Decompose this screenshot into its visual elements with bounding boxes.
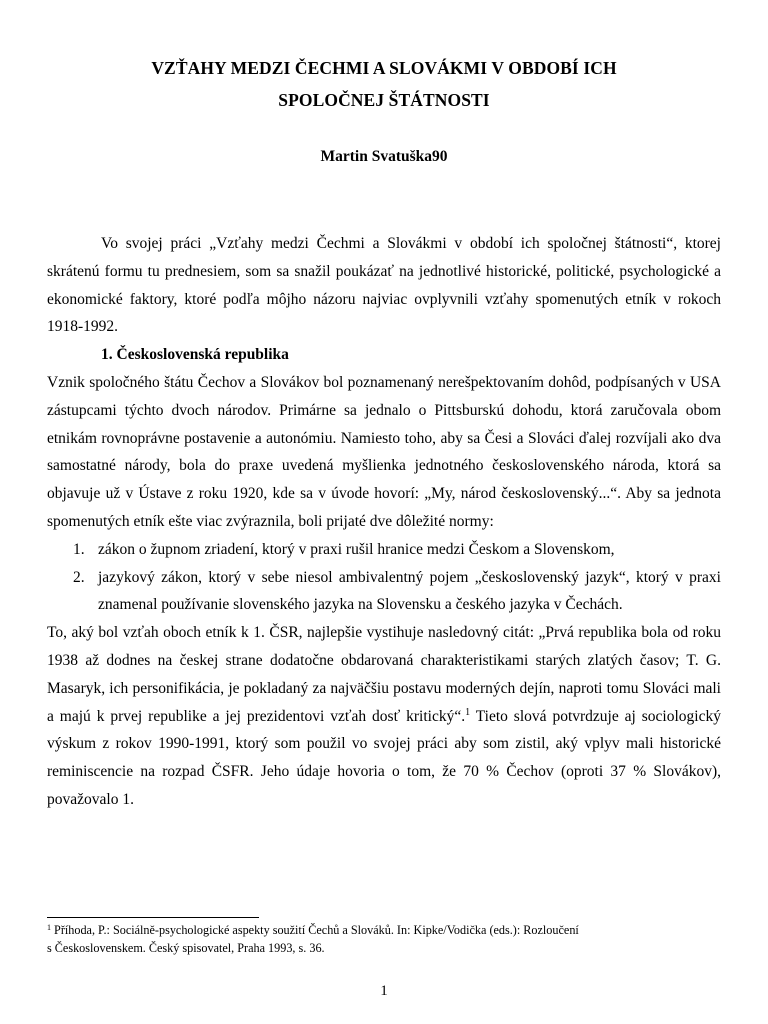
document-title-line-2: SPOLOČNEJ ŠTÁTNOSTI [278, 90, 490, 110]
document-body [47, 230, 721, 814]
list-item [47, 536, 721, 564]
author-name: Martin Svatuška90 [320, 148, 448, 165]
paragraph-text-part-2: Tieto slová potvrdzuje aj sociologický výskum z rokov 1990-1991, ktorý som použil vo svojej práci aby som zistil, aký vplyv mali historické reminiscencie na rozpad ČSFR. Jeho údaje hovoria o tom, že 70 % Čechov (oproti 37 % Slovákov), považovalo 1. [47, 707, 721, 808]
paragraph-text-part-1: To, aký bol vzťah oboch etník k 1. ČSR, najlepšie vystihuje nasledovný citát: „Prvá republika bola od roku 1938 až dodnes na českej strane dodatočne obdarovaná charakteristikami starých zlatých časov; T. G. Masaryk, ich personifikácia, je pokladaný za najväčšiu postavu moderných dejín, naproti tomu Slováci mali a majú k prvej republike a jej prezidentovi vzťah dosť kritický“. [47, 624, 721, 725]
section-paragraph-2 [47, 619, 721, 814]
list-item-text: zákon o župnom zriadení, ktorý v praxi rušil hranice medzi Českom a Slovenskom, [98, 540, 615, 558]
section-paragraph-1: Vznik spoločného štátu Čechov a Slovákov bol poznamenaný nerešpektovaním dohôd, podpísaných v USA zástupcami týchto dvoch národov. Primárne sa jednalo o Pittsburskú dohodu, ktorá zaručovala obom etnikám rovnoprávne postavenie a autonómiu. Namiesto toho, aby sa Česi a Slováci ďalej rozvíjali ako dva samostatné národy, bola do praxe uvedená myšlienka jednotného československého národa, ktorá sa objavuje už v Ústave z roku 1920, kde sa v úvode hovorí: „My, národ československý...“. Aby sa jednota spomenutých etník ešte viac zvýraznila, boli prijaté dve dôležité normy: [47, 373, 721, 530]
footnote-separator [47, 917, 259, 918]
footnote-line-1 [47, 922, 721, 940]
document-title-line-1: VZŤAHY MEDZI ČECHMI A SLOVÁKMI V OBDOBÍ ICH [151, 58, 617, 78]
list-item-text: jazykový zákon, ktorý v sebe niesol ambivalentný pojem „československý jazyk“, ktorý v praxi znamenal používanie slovenského jazyka na Slovensku a českého jazyka v Čechách. [98, 568, 721, 614]
footnote-text-2: s Československem. Český spisovatel, Praha 1993, s. 36. [47, 940, 325, 955]
footnote-text-1: Příhoda, P.: Sociálně-psychologické aspekty soužití Čechů a Slováků. In: Kipke/Vodička (eds.): Rozloučení [51, 923, 579, 937]
footnote-marker: 1 [47, 923, 51, 932]
intro-paragraph: Vo svojej práci „Vzťahy medzi Čechmi a Slovákmi v období ich spoločnej štátnosti“, ktorej skrátenú formu tu prednesiem, som sa snažil poukázať na jednotlivé historické, politické, psychologické a ekonomické faktory, ktoré podľa môjho názoru najviac ovplyvnili vzťahy spomenutých etník v rokoch 1918-1992. [47, 235, 721, 336]
numbered-list [47, 536, 721, 619]
list-item-number: 2. [73, 568, 85, 586]
footnote [47, 922, 721, 957]
page-number: 1 [380, 983, 388, 999]
section-heading: 1. Československá republika [101, 346, 289, 364]
list-item-number: 1. [73, 540, 85, 558]
footnote-reference[interactable]: 1 [465, 706, 471, 718]
list-item [47, 564, 721, 620]
